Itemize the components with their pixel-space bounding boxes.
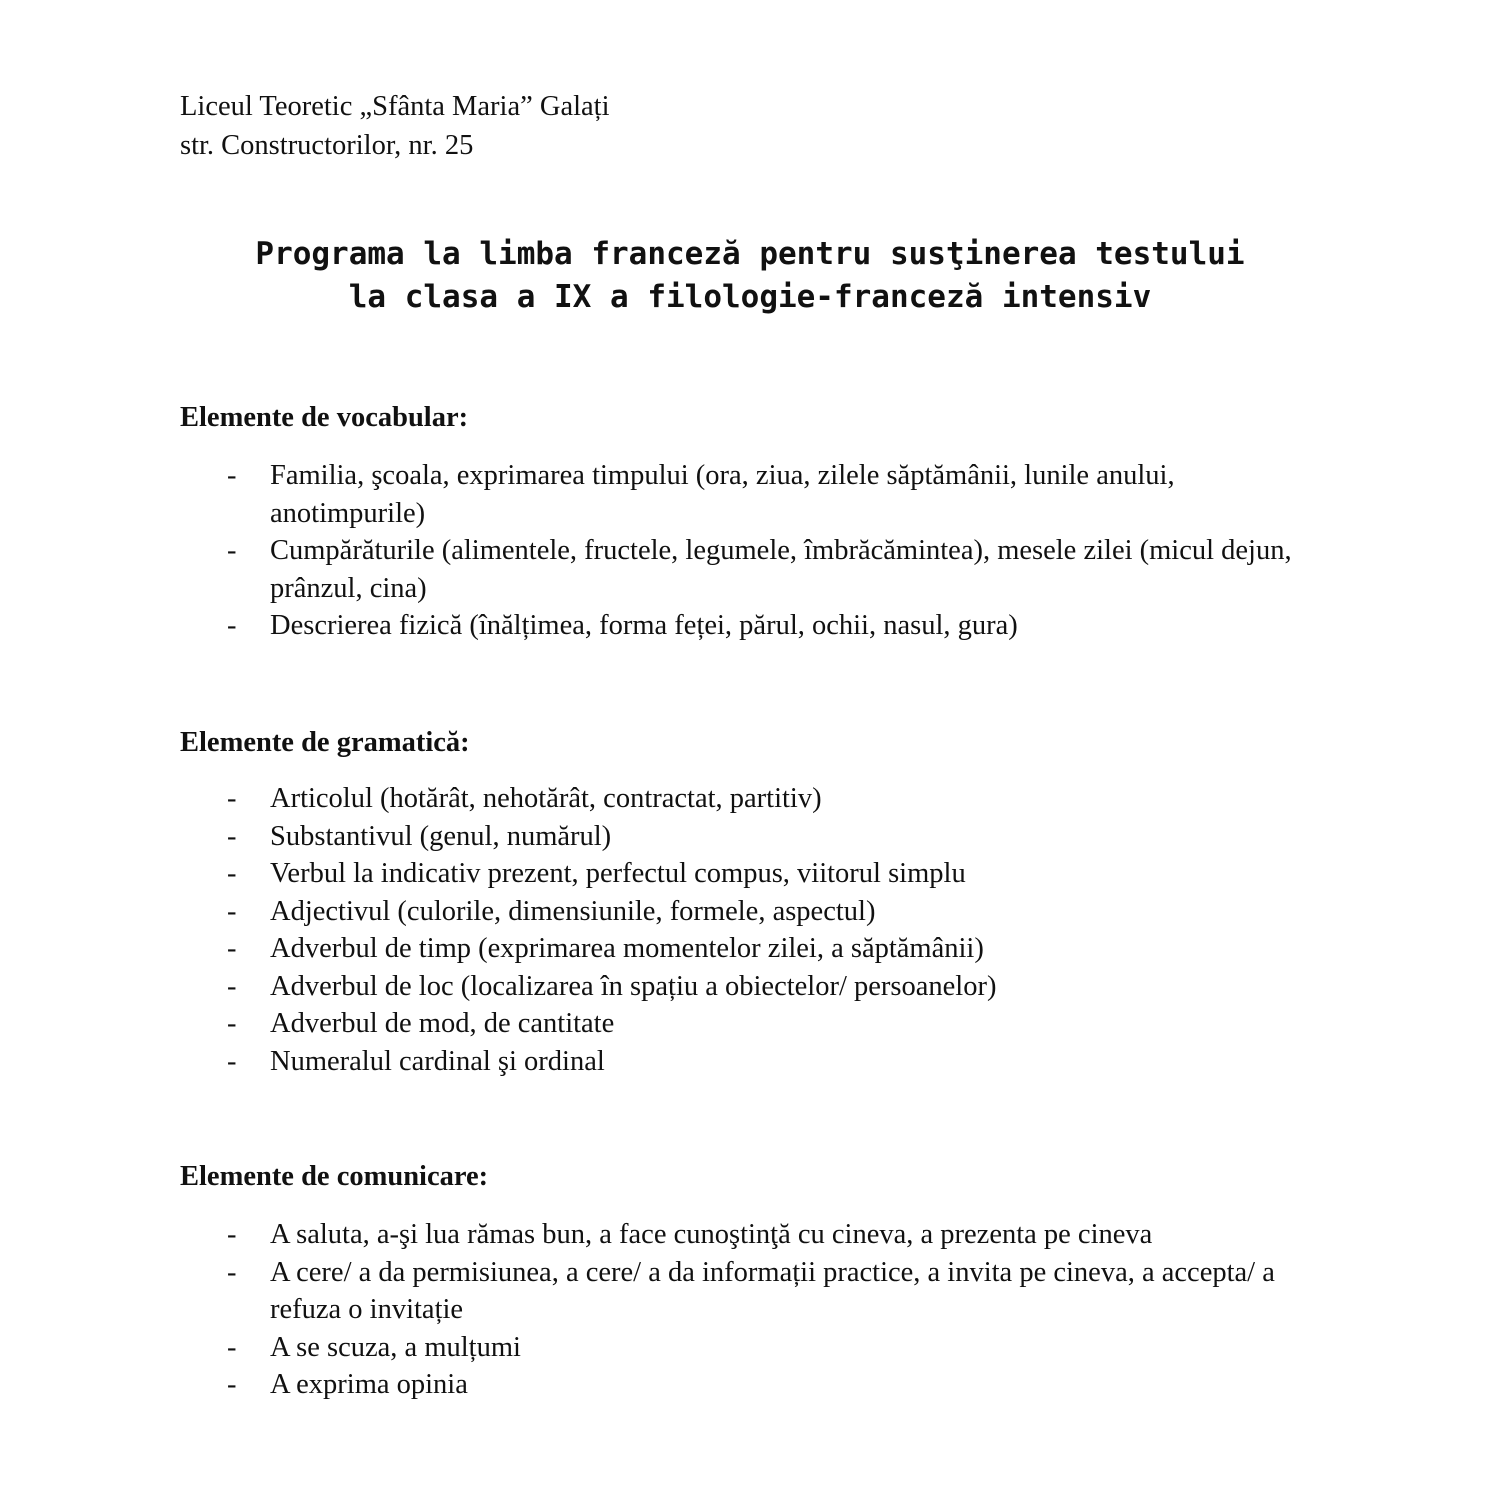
item-text: Descrierea fizică (înălțimea, forma feței, părul, ochii, nasul, gura) bbox=[270, 610, 1018, 641]
section-heading-vocabulary: Elemente de vocabular: bbox=[180, 402, 469, 433]
item-text: Adverbul de mod, de cantitate bbox=[270, 1008, 615, 1039]
title-line-2: la clasa a IX a filologie-franceză intensiv bbox=[348, 279, 1152, 315]
item-text: A cere/ a da permisiunea, a cere/ a da informații practice, a invita pe cineva, a accepta/ a refuza o invitație bbox=[270, 1256, 1275, 1325]
bullet: - bbox=[227, 783, 237, 814]
grammar-list bbox=[180, 780, 1330, 1080]
item-text: Verbul la indicativ prezent, perfectul compus, viitorul simplu bbox=[270, 858, 966, 889]
bullet: - bbox=[227, 933, 237, 964]
item-text: Cumpărăturile (alimentele, fructele, legumele, îmbrăcămintea), mesele zilei (micul dejun, prânzul, cina) bbox=[270, 535, 1292, 604]
list-item bbox=[180, 1043, 1330, 1081]
section-heading-grammar: Elemente de gramatică: bbox=[180, 727, 470, 758]
page-title bbox=[0, 233, 1500, 319]
bullet: - bbox=[227, 1219, 237, 1250]
item-text: A exprima opinia bbox=[270, 1369, 468, 1400]
bullet: - bbox=[227, 1256, 237, 1288]
title-line-1: Programa la limba franceză pentru susţinerea testului bbox=[255, 236, 1245, 272]
list-item bbox=[180, 1005, 1330, 1043]
list-item bbox=[180, 968, 1330, 1006]
list-item bbox=[180, 1216, 1330, 1254]
list-item bbox=[180, 1254, 1330, 1329]
item-text: A saluta, a-şi lua rămas bun, a face cunoştinţă cu cineva, a prezenta pe cineva bbox=[270, 1219, 1153, 1250]
bullet: - bbox=[227, 610, 237, 641]
bullet: - bbox=[227, 1331, 237, 1363]
item-text: Adjectivul (culorile, dimensiunile, formele, aspectul) bbox=[270, 895, 876, 927]
bullet: - bbox=[227, 460, 237, 491]
item-text: Numeralul cardinal şi ordinal bbox=[270, 1045, 605, 1077]
bullet: - bbox=[227, 895, 237, 927]
list-item bbox=[180, 818, 1330, 856]
section-heading-communication: Elemente de comunicare: bbox=[180, 1161, 489, 1192]
list-item bbox=[180, 532, 1330, 607]
list-item bbox=[180, 457, 1330, 532]
bullet: - bbox=[227, 535, 237, 566]
item-text: Adverbul de timp (exprimarea momentelor zilei, a săptămânii) bbox=[270, 933, 984, 964]
list-item bbox=[180, 855, 1330, 893]
bullet: - bbox=[227, 1045, 237, 1077]
list-item bbox=[180, 893, 1330, 931]
list-item bbox=[180, 780, 1330, 818]
list-item bbox=[180, 607, 1330, 645]
item-text: Substantivul (genul, numărul) bbox=[270, 820, 612, 852]
bullet: - bbox=[227, 1008, 237, 1039]
school-name: Liceul Teoretic „Sfânta Maria” Galați bbox=[180, 91, 610, 122]
vocabulary-list bbox=[180, 457, 1330, 645]
communication-list bbox=[180, 1216, 1330, 1404]
list-item bbox=[180, 1366, 1330, 1404]
bullet: - bbox=[227, 858, 237, 889]
school-address: str. Constructorilor, nr. 25 bbox=[180, 130, 474, 161]
list-item bbox=[180, 930, 1330, 968]
list-item bbox=[180, 1329, 1330, 1367]
bullet: - bbox=[227, 970, 237, 1002]
item-text: Articolul (hotărât, nehotărât, contractat, partitiv) bbox=[270, 783, 822, 814]
bullet: - bbox=[227, 1369, 237, 1400]
bullet: - bbox=[227, 820, 237, 852]
item-text: Familia, şcoala, exprimarea timpului (ora, ziua, zilele săptămânii, lunile anului, anotimpurile) bbox=[270, 460, 1175, 529]
item-text: A se scuza, a mulțumi bbox=[270, 1331, 521, 1363]
item-text: Adverbul de loc (localizarea în spațiu a obiectelor/ persoanelor) bbox=[270, 970, 997, 1002]
